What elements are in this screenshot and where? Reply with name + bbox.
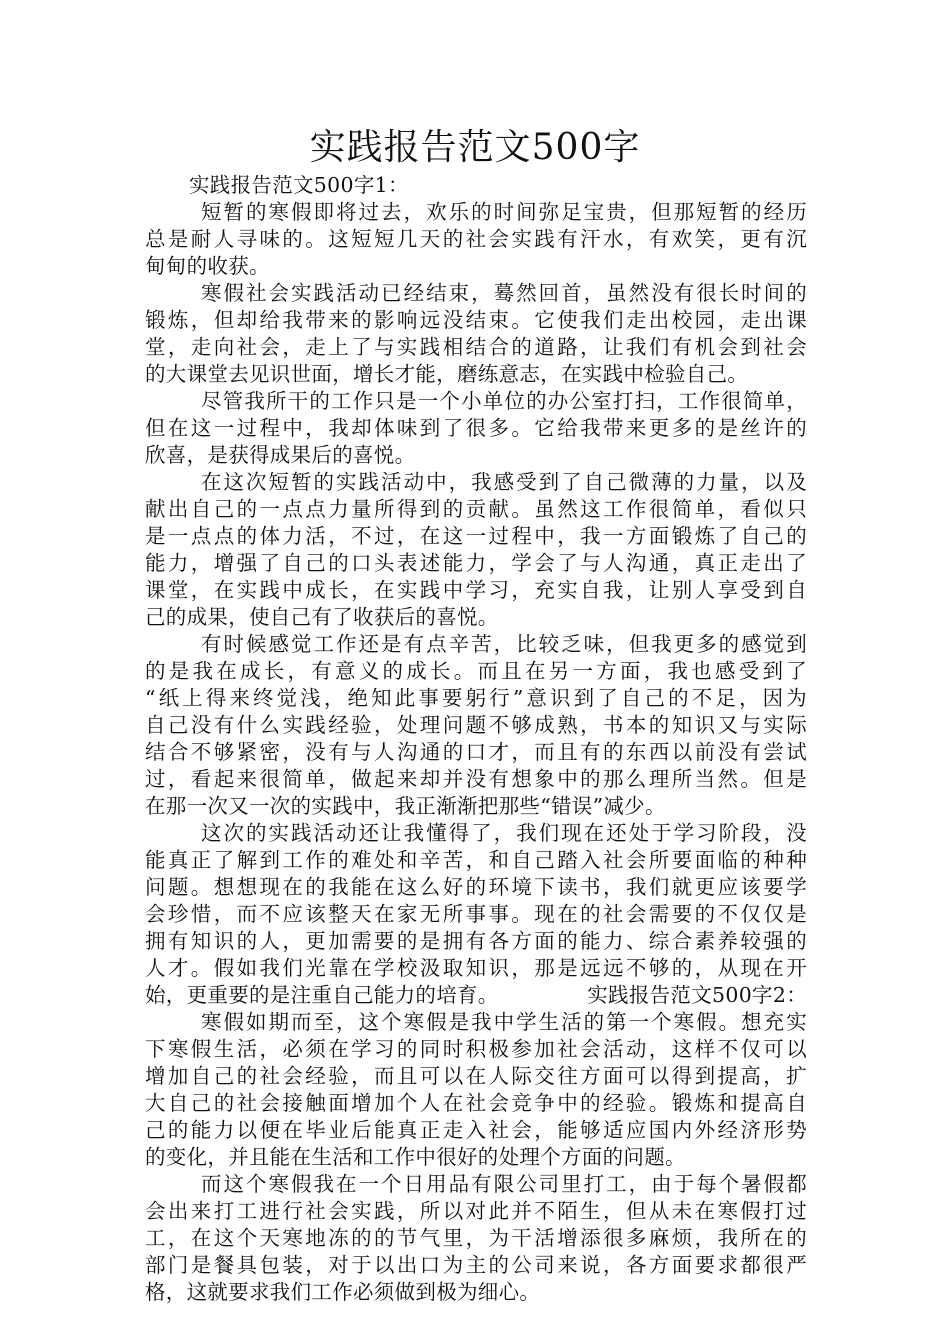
text-line: 但在这一过程中，我却体味到了很多。它给我带来更多的是丝许的 (145, 416, 807, 440)
text-line: 格，这就要求我们工作必须做到极为细心。 (145, 1280, 541, 1304)
text-line: 大自己的社会接触面增加个人在社会竞争中的经验。锻炼和提高自 (145, 1091, 807, 1115)
text-line: 己的能力以便在毕业后能真正走入社会，能够适应国内外经济形势 (145, 1118, 807, 1142)
text-line: “纸上得来终觉浅，绝知此事要躬行”意识到了自己的不足，因为 (145, 686, 807, 710)
text-line: 始，更重要的是注重自己能力的培育。 (145, 983, 499, 1007)
document-body (145, 172, 807, 1306)
text-line: 工，在这个天寒地冻的的节气里，为干活增添很多麻烦，我所在的 (145, 1226, 807, 1250)
text-line-with-heading (145, 982, 807, 1009)
section-heading-2: 实践报告范文500字2： (587, 983, 807, 1007)
text-line: 献出自己的一点点力量所得到的贡献。虽然这工作很简单，看似只 (145, 497, 807, 521)
text-line: 己的成果，使自己有了收获后的喜悦。 (145, 605, 499, 629)
text-line: 欣喜，是获得成果后的喜悦。 (145, 443, 416, 467)
text-line: 会出来打工进行社会实践，所以对此并不陌生，但从未在寒假打过 (145, 1199, 807, 1223)
document-title: 实践报告范文500字 (309, 127, 641, 168)
text-line: 人才。假如我们光靠在学校汲取知识，那是远远不够的，从现在开 (145, 956, 807, 980)
text-line: 总是耐人寻味的。这短短几天的社会实践有汗水，有欢笑，更有沉 (145, 227, 807, 251)
text-line: 自己没有什么实践经验，处理问题不够成熟，书本的知识又与实际 (145, 713, 807, 737)
text-line: 的变化，并且能在生活和工作中很好的处理个方面的问题。 (145, 1145, 686, 1169)
text-line: 锻炼，但却给我带来的影响远没结束。它使我们走出校园，走出课 (145, 308, 807, 332)
text-line: 短暂的寒假即将过去，欢乐的时间弥足宝贵，但那短暂的经历 (201, 200, 807, 224)
text-line: 问题。想想现在的我能在这么好的环境下读书，我们就更应该要学 (145, 875, 807, 899)
text-line: 这次的实践活动还让我懂得了，我们现在还处于学习阶段，没 (201, 821, 807, 845)
section-heading-1: 实践报告范文500字1： (189, 173, 409, 197)
text-line: 的是我在成长，有意义的成长。而且在另一方面，我也感受到了 (145, 659, 807, 683)
text-line: 在那一次又一次的实践中，我正渐渐把那些“错误”减少。 (145, 794, 666, 818)
text-line: 过，看起来很简单，做起来却并没有想象中的那么理所当然。但是 (145, 767, 807, 791)
text-line: 尽管我所干的工作只是一个小单位的办公室打扫，工作很简单， (201, 389, 807, 413)
text-line: 有时候感觉工作还是有点辛苦，比较乏味，但我更多的感觉到 (201, 632, 807, 656)
text-line: 课堂，在实践中成长，在实践中学习，充实自我，让别人享受到自 (145, 578, 807, 602)
text-line: 寒假如期而至，这个寒假是我中学生活的第一个寒假。想充实 (201, 1010, 807, 1034)
text-line: 会珍惜，而不应该整天在家无所事事。现在的社会需要的不仅仅是 (145, 902, 807, 926)
text-line: 能力，增强了自己的口头表述能力，学会了与人沟通，真正走出了 (145, 551, 807, 575)
text-line: 拥有知识的人，更加需要的是拥有各方面的能力、综合素养较强的 (145, 929, 807, 953)
text-line: 增加自己的社会经验，而且可以在人际交往方面可以得到提高，扩 (145, 1064, 807, 1088)
text-line: 甸甸的收获。 (145, 254, 270, 278)
text-line: 部门是餐具包装，对于以出口为主的公司来说，各方面要求都很严 (145, 1253, 807, 1277)
text-line: 而这个寒假我在一个日用品有限公司里打工，由于每个暑假都 (201, 1172, 807, 1196)
text-line: 的大课堂去见识世面，增长才能，磨练意志，在实践中检验自己。 (145, 362, 749, 386)
text-line: 是一点点的体力活，不过，在这一过程中，我一方面锻炼了自己的 (145, 524, 807, 548)
text-line: 在这次短暂的实践活动中，我感受到了自己微薄的力量，以及 (201, 470, 807, 494)
text-line: 堂，走向社会，走上了与实践相结合的道路，让我们有机会到社会 (145, 335, 807, 359)
text-line: 能真正了解到工作的难处和辛苦，和自己踏入社会所要面临的种种 (145, 848, 807, 872)
text-line: 寒假社会实践活动已经结束，蓦然回首，虽然没有很长时间的 (201, 281, 807, 305)
text-line: 结合不够紧密，没有与人沟通的口才，而且有的东西以前没有尝试 (145, 740, 807, 764)
text-line: 下寒假生活，必须在学习的同时积极参加社会活动，这样不仅可以 (145, 1037, 807, 1061)
